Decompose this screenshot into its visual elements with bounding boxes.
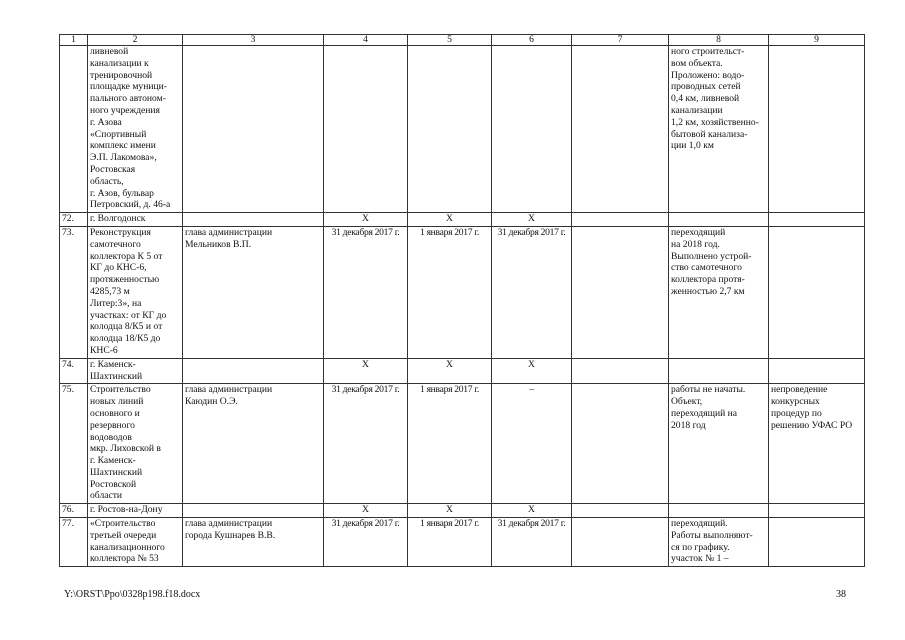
cell-col5: Х: [408, 213, 492, 227]
document-table: [59, 34, 865, 567]
object-name: Строительство новых линий основного и резервного водоводов мкр. Лиховской в г. Каменск- Шахтинский Ростовской области: [88, 384, 183, 504]
row-number: 73.: [60, 226, 88, 358]
cell-col4: [324, 46, 408, 213]
header-cell: 8: [669, 35, 769, 46]
responsible: [183, 358, 324, 384]
reason-note: [769, 504, 865, 518]
cell-col7: [572, 504, 669, 518]
header-cell: 1: [60, 35, 88, 46]
row-number: [60, 46, 88, 213]
header-cell: 4: [324, 35, 408, 46]
header-row: [60, 35, 865, 46]
table-row: [60, 226, 865, 358]
header-cell: 7: [572, 35, 669, 46]
header-cell: 3: [183, 35, 324, 46]
cell-col6: Х: [492, 504, 572, 518]
cell-col7: [572, 384, 669, 504]
responsible: глава администрации Мельников В.П.: [183, 226, 324, 358]
cell-col6: 31 декабря 2017 г.: [492, 518, 572, 567]
responsible: глава администрации города Кушнарев В.В.: [183, 518, 324, 567]
row-number: 72.: [60, 213, 88, 227]
object-name: ливневой канализации к тренировочной площадке муници- пального автоном- ного учреждения г. Азова «Спортивный комплекс имени Э.П. Лакомова», Ростовская область, г. Азов, бульвар Петровский, д. 46-а: [88, 46, 183, 213]
header-cell: 9: [769, 35, 865, 46]
reason-note: [769, 46, 865, 213]
responsible: глава администрации Каюдин О.Э.: [183, 384, 324, 504]
cell-col6: Х: [492, 358, 572, 384]
footer-file-path: Y:\ORST\Ppo\0328p198.f18.docx: [64, 589, 201, 600]
cell-col7: [572, 46, 669, 213]
row-number: 77.: [60, 518, 88, 567]
object-name: г. Волгодонск: [88, 213, 183, 227]
status-note: [669, 213, 769, 227]
cell-col6: [492, 46, 572, 213]
reason-note: [769, 213, 865, 227]
row-number: 75.: [60, 384, 88, 504]
cell-col5: 1 января 2017 г.: [408, 226, 492, 358]
cell-col6: Х: [492, 213, 572, 227]
row-number: 74.: [60, 358, 88, 384]
status-note: ного строительст- вом объекта. Проложено: водо- проводных сетей 0,4 км, ливневой канализации 1,2 км, хозяйственно- бытовой канализа- ции 1,0 км: [669, 46, 769, 213]
cell-col6: 31 декабря 2017 г.: [492, 226, 572, 358]
responsible: [183, 213, 324, 227]
object-name: г. Каменск- Шахтинский: [88, 358, 183, 384]
cell-col5: Х: [408, 504, 492, 518]
responsible: [183, 504, 324, 518]
cell-col7: [572, 226, 669, 358]
cell-col5: Х: [408, 358, 492, 384]
status-note: [669, 504, 769, 518]
page-number: 38: [836, 589, 846, 600]
table-row: [60, 384, 865, 504]
status-note: [669, 358, 769, 384]
cell-col6: –: [492, 384, 572, 504]
status-note: работы не начаты. Объект, переходящий на 2018 год: [669, 384, 769, 504]
table-row: [60, 46, 865, 213]
cell-col4: Х: [324, 504, 408, 518]
table-row: [60, 213, 865, 227]
object-name: Реконструкция самотечного коллектора К 5 от КГ до КНС-6, протяженностью 4285,73 м Литер:3», на участках: от КГ до колодца 8/К5 и от колодца 18/К5 до КНС-6: [88, 226, 183, 358]
header-cell: 5: [408, 35, 492, 46]
cell-col7: [572, 518, 669, 567]
table-row: [60, 504, 865, 518]
responsible: [183, 46, 324, 213]
cell-col7: [572, 358, 669, 384]
cell-col5: 1 января 2017 г.: [408, 384, 492, 504]
reason-note: [769, 518, 865, 567]
cell-col4: 31 декабря 2017 г.: [324, 384, 408, 504]
status-note: переходящий на 2018 год. Выполнено устрой- ство самотечного коллектора протя- женностью 2,7 км: [669, 226, 769, 358]
reason-note: непроведение конкурсных процедур по решению УФАС РО: [769, 384, 865, 504]
header-cell: 2: [88, 35, 183, 46]
cell-col4: 31 декабря 2017 г.: [324, 518, 408, 567]
cell-col4: Х: [324, 358, 408, 384]
reason-note: [769, 358, 865, 384]
cell-col4: Х: [324, 213, 408, 227]
table-row: [60, 358, 865, 384]
row-number: 76.: [60, 504, 88, 518]
cell-col7: [572, 213, 669, 227]
table-row: [60, 518, 865, 567]
cell-col4: 31 декабря 2017 г.: [324, 226, 408, 358]
reason-note: [769, 226, 865, 358]
status-note: переходящий. Работы выполняют- ся по графику. участок № 1 –: [669, 518, 769, 567]
object-name: «Строительство третьей очереди канализационного коллектора № 53: [88, 518, 183, 567]
cell-col5: [408, 46, 492, 213]
cell-col5: 1 января 2017 г.: [408, 518, 492, 567]
object-name: г. Ростов-на-Дону: [88, 504, 183, 518]
header-cell: 6: [492, 35, 572, 46]
